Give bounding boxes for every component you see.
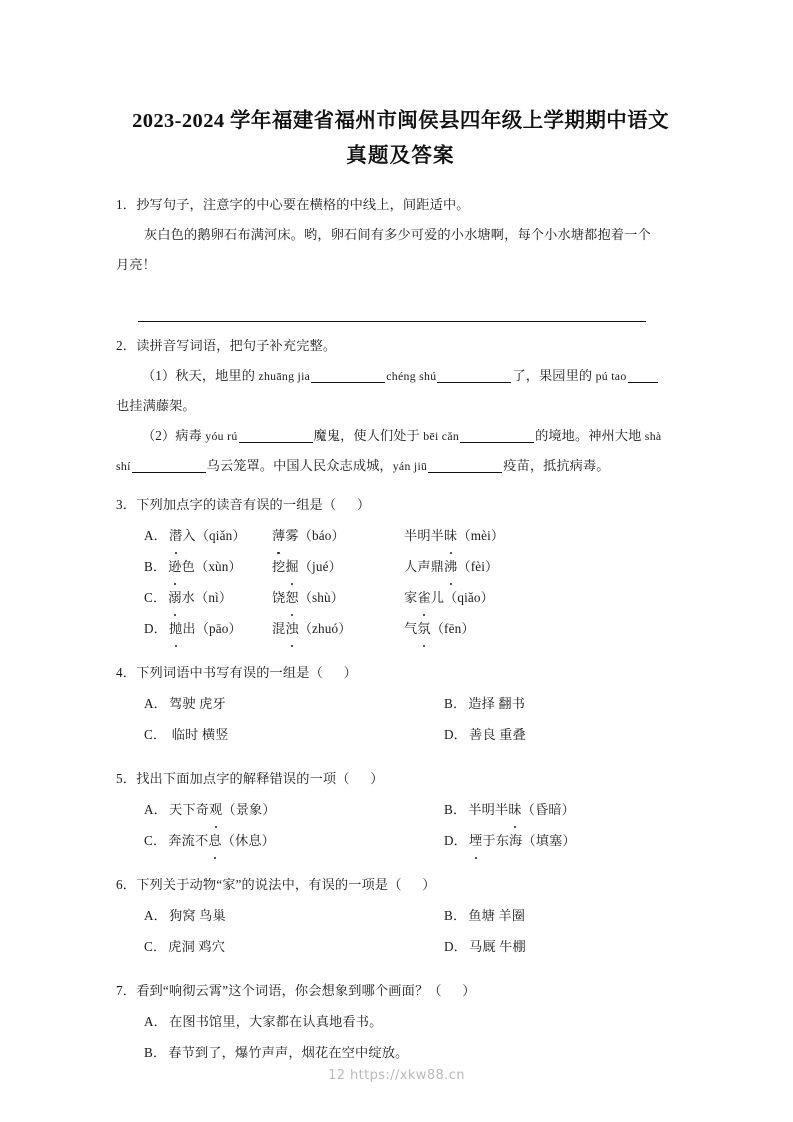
option-a-label: A． [144, 802, 168, 817]
question-4-options [116, 688, 685, 750]
sub1-seg3: 了，果园里的 [512, 368, 596, 383]
option-b-col-3 [404, 551, 685, 582]
dotted-char: 抛 [169, 613, 182, 644]
opt-text: （昏暗） [521, 802, 576, 817]
option-d-text: 马厩 牛棚 [469, 939, 526, 954]
question-5-number: 5． [116, 771, 137, 786]
question-4 [116, 658, 685, 750]
pinyin-sha: shà [644, 429, 662, 443]
option-b[interactable] [116, 1037, 685, 1068]
option-a[interactable] [144, 794, 444, 825]
question-1-number: 1． [116, 197, 137, 212]
question-7 [116, 976, 685, 1068]
opt-text: 半明半 [468, 802, 509, 817]
option-d-col-3 [404, 613, 685, 644]
opt-text: 入（qiǎn） [182, 528, 246, 543]
question-1-stem [116, 190, 685, 220]
footer-watermark: 12 https://xkw88.cn [328, 1068, 465, 1083]
option-b[interactable] [444, 688, 685, 719]
question-3-options [116, 520, 685, 644]
question-2-sub-1-line-1 [116, 361, 685, 391]
question-7-options [116, 1006, 685, 1068]
sub2-seg1: 病毒 [175, 428, 206, 443]
opt-text: 色（xùn） [181, 559, 242, 574]
opt-text: 天下奇 [169, 802, 210, 817]
question-1-passage-line-1: 灰白色的鹅卵石布满河床。哟，卵石间有多少可爱的小水塘啊，每个小水塘都抱着一个 [144, 227, 651, 242]
dotted-char: 观 [209, 794, 222, 825]
sub-marker-2: （2） [142, 428, 176, 443]
question-2-stem-text: 读拼音写词语，把句子补充完整。 [136, 338, 337, 353]
question-3-number: 3． [116, 497, 137, 512]
question-2-stem [116, 331, 685, 361]
option-c-col-1 [144, 582, 272, 613]
question-1-passage-line-2: 月亮！ [116, 257, 157, 272]
opt-text: （休息） [221, 833, 276, 848]
opt-text: 儿（qiǎo） [430, 590, 495, 605]
question-2-sub-1-line-2: 也挂满藤架。 [116, 398, 196, 413]
opt-text: 混 [272, 621, 286, 636]
opt-text: （jué） [298, 559, 342, 574]
opt-text: （景象） [222, 802, 276, 817]
answer-blank[interactable] [437, 382, 511, 383]
option-d-label: D． [144, 621, 168, 636]
option-row-ab[interactable] [116, 794, 685, 825]
dotted-char: 昧 [508, 794, 521, 825]
option-d-col-1 [144, 613, 272, 644]
option-d-label: D． [444, 727, 468, 742]
option-d-col-2 [272, 613, 404, 644]
option-row-ab[interactable] [116, 900, 685, 931]
opt-text: 气 [404, 621, 418, 636]
option-d-label: D． [444, 939, 468, 954]
option-row-cd[interactable] [116, 825, 685, 856]
opt-text: （shù） [298, 590, 345, 605]
sub2-seg5: 疫苗，抵抗病毒。 [503, 458, 610, 473]
option-c-label: C． [144, 833, 167, 848]
question-6-number: 6． [116, 877, 137, 892]
option-d[interactable] [444, 825, 685, 856]
opt-text: 人声鼎 [404, 559, 445, 574]
dotted-char: 薄 [272, 520, 285, 551]
question-1-answer-area[interactable] [116, 280, 685, 322]
question-1 [116, 190, 685, 322]
dotted-char: 逊 [168, 551, 181, 582]
question-5-stem-text: 找出下面加点字的解释错误的一项（ ） [136, 771, 384, 786]
option-a-col-2 [272, 520, 404, 551]
option-a-col-1 [144, 520, 272, 551]
answer-blank[interactable] [460, 442, 534, 443]
question-2 [116, 331, 685, 481]
opt-text: （zhuó） [298, 621, 352, 636]
pinyin-zhuangjia: zhuāng jia [258, 369, 311, 383]
option-c-col-3 [404, 582, 685, 613]
pinyin-shi: shí [116, 459, 131, 473]
option-a-text: 驾驶 虎牙 [169, 696, 226, 711]
option-d[interactable] [444, 931, 685, 962]
question-3-stem-text: 下列加点字的读音有误的一组是（ ） [136, 497, 371, 512]
option-c-text: 虎洞 鸡穴 [168, 939, 226, 954]
option-c-label: C． [144, 590, 167, 605]
opt-text: 家 [404, 590, 418, 605]
option-row-d[interactable] [116, 613, 685, 644]
option-d[interactable] [444, 719, 685, 750]
answer-blank[interactable] [628, 382, 658, 383]
option-b-label: B． [444, 802, 467, 817]
option-b-text: 鱼塘 羊圈 [468, 908, 526, 923]
option-b-label: B． [144, 559, 167, 574]
question-7-stem-text: 看到“响彻云霄”这个词语，你会想象到哪个画面？（ ） [136, 983, 476, 998]
title-line-1: 2023-2024 学年福建省福州市闽侯县四年级上学期期中语文 [132, 110, 669, 132]
writing-rule-line[interactable] [138, 321, 646, 322]
answer-blank[interactable] [311, 382, 385, 383]
answer-blank[interactable] [132, 472, 206, 473]
answer-blank[interactable] [428, 472, 502, 473]
option-c-col-2 [272, 582, 404, 613]
option-b[interactable] [444, 794, 685, 825]
question-7-stem [116, 976, 685, 1006]
option-d-text: 善良 重叠 [469, 727, 526, 742]
option-b[interactable] [444, 900, 685, 931]
option-c[interactable] [144, 825, 444, 856]
option-b-text: 春节到了，爆竹声声，烟花在空中绽放。 [168, 1045, 409, 1060]
opt-text: 半明半 [404, 528, 445, 543]
dotted-char: 掘 [285, 551, 298, 582]
question-5 [116, 764, 685, 856]
dotted-char: 堙 [469, 825, 482, 856]
question-4-stem [116, 658, 685, 688]
option-c-text: 临时 横竖 [168, 727, 229, 742]
pinyin-chengshu: chéng shú [386, 369, 437, 383]
option-a[interactable] [116, 1006, 685, 1037]
dotted-char: 溺 [168, 582, 181, 613]
page-title [116, 104, 685, 174]
option-d-label: D． [444, 833, 468, 848]
dotted-char: 沸 [444, 551, 457, 582]
question-2-sub-2-line-2 [116, 451, 685, 481]
question-3-stem [116, 490, 685, 520]
option-c[interactable] [144, 931, 444, 962]
pinyin-yanjiu: yán jiū [392, 459, 428, 473]
question-6 [116, 870, 685, 962]
opt-text: （fēn） [430, 621, 475, 636]
option-a-col-3 [404, 520, 685, 551]
option-c-label: C． [144, 727, 167, 742]
dotted-char: 浊 [285, 613, 298, 644]
opt-text: 雾（báo） [285, 528, 345, 543]
opt-text: 奔流不 [168, 833, 209, 848]
option-b-col-1 [144, 551, 272, 582]
option-a-label: A． [144, 528, 168, 543]
option-row-ab[interactable] [116, 688, 685, 719]
pinyin-beican: bēi cǎn [423, 429, 460, 443]
question-6-stem [116, 870, 685, 900]
option-b-label: B． [144, 1045, 167, 1060]
question-4-stem-text: 下列词语中书写有误的一组是（ ） [136, 665, 357, 680]
sub1-seg1: 秋天，地里的 [175, 368, 259, 383]
sub2-seg4: 乌云笼罩。中国人民众志成城， [206, 458, 393, 473]
opt-text: （fèi） [457, 559, 499, 574]
title-line-2: 真题及答案 [346, 145, 455, 167]
dotted-char: 昧 [444, 520, 457, 551]
option-a-text: 狗窝 鸟巢 [169, 908, 226, 923]
opt-text: 出（pāo） [182, 621, 242, 636]
question-5-options [116, 794, 685, 856]
option-b-col-2 [272, 551, 404, 582]
dotted-char: 恕 [285, 582, 298, 613]
pinyin-putao: pú tao [595, 369, 627, 383]
question-1-stem-text: 抄写句子，注意字的中心要在横格的中线上，间距适中。 [136, 197, 470, 212]
option-a-label: A． [144, 1014, 168, 1029]
dotted-char: 雀 [417, 582, 430, 613]
option-a[interactable] [144, 900, 444, 931]
question-6-options [116, 900, 685, 962]
sub2-seg3: 的境地。神州大地 [535, 428, 645, 443]
option-row-c[interactable] [116, 582, 685, 613]
question-4-number: 4． [116, 665, 137, 680]
dotted-char: 潜 [169, 520, 182, 551]
opt-text: 水（nì） [181, 590, 233, 605]
dotted-char: 氛 [417, 613, 430, 644]
option-a[interactable] [144, 688, 444, 719]
option-row-b[interactable] [116, 551, 685, 582]
option-b-text: 造择 翻书 [468, 696, 526, 711]
pinyin-youru: yóu rú [205, 429, 238, 443]
question-2-number: 2． [116, 338, 137, 353]
question-2-sub-2-line-1 [116, 421, 685, 451]
sub-marker-1: （1） [142, 368, 176, 383]
option-a-label: A． [144, 908, 168, 923]
question-3 [116, 490, 685, 644]
option-row-a[interactable] [116, 520, 685, 551]
question-6-stem-text: 下列关于动物“家”的说法中，有误的一项是（ ） [136, 877, 436, 892]
question-7-number: 7． [116, 983, 137, 998]
option-a-text: 在图书馆里，大家都在认真地看书。 [169, 1014, 383, 1029]
option-a-label: A． [144, 696, 168, 711]
dotted-char: 息 [208, 825, 221, 856]
option-row-cd[interactable] [116, 719, 685, 750]
option-b-label: B． [444, 908, 467, 923]
opt-text: 饶 [272, 590, 286, 605]
option-row-cd[interactable] [116, 931, 685, 962]
opt-text: 挖 [272, 559, 286, 574]
opt-text: （mèi） [457, 528, 505, 543]
sub2-seg2: 魔鬼，使人们处于 [313, 428, 424, 443]
option-b-label: B． [444, 696, 467, 711]
answer-blank[interactable] [239, 442, 313, 443]
opt-text: 于东海（填塞） [482, 833, 576, 848]
option-c[interactable] [144, 719, 444, 750]
option-c-label: C． [144, 939, 167, 954]
question-5-stem [116, 764, 685, 794]
